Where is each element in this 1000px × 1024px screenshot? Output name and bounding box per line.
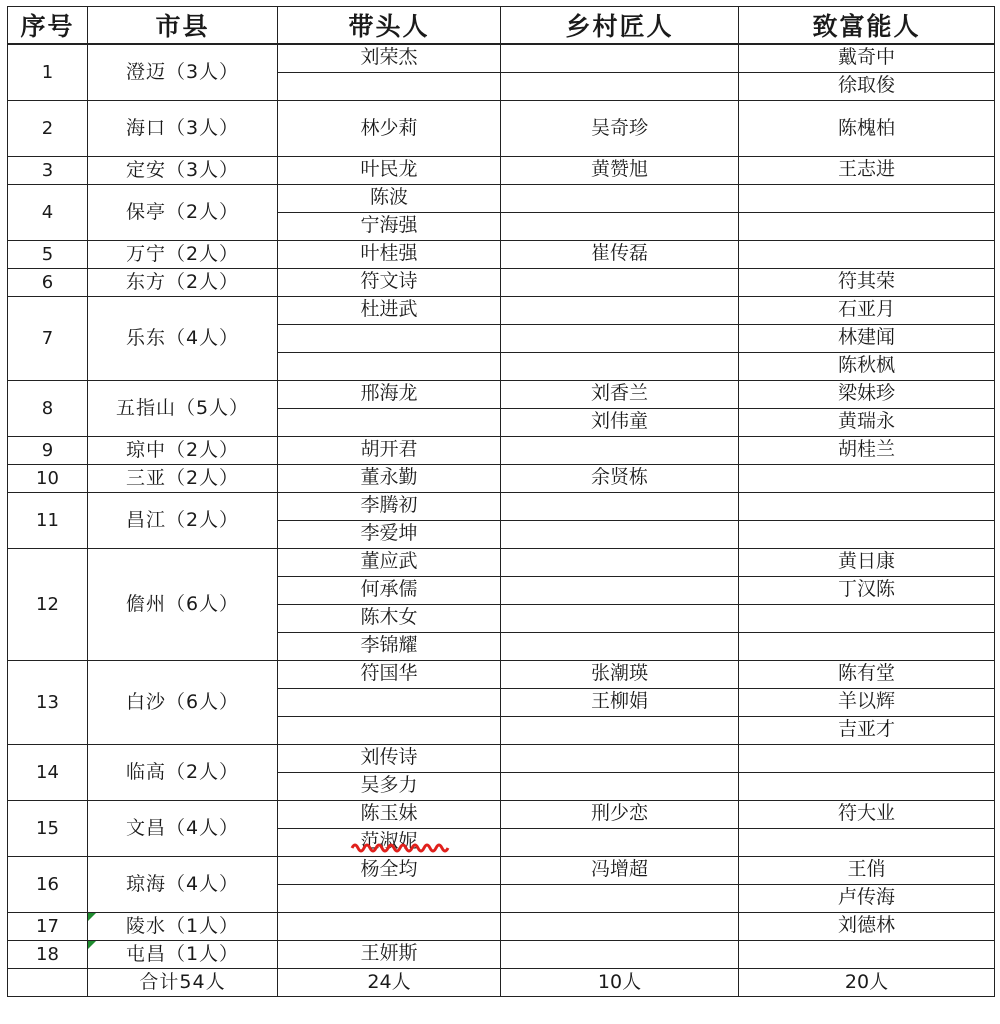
wealth-cell: 符大业	[739, 801, 995, 829]
leader-cell: 李爱坤	[278, 521, 501, 549]
wealth-cell	[739, 941, 995, 969]
table-row	[8, 745, 995, 773]
wealth-cell: 羊以辉	[739, 689, 995, 717]
header-wealth: 致富能人	[739, 7, 995, 45]
craftsman-cell: 刑少恋	[501, 801, 739, 829]
city-cell	[88, 801, 278, 857]
spellcheck-squiggle-icon	[350, 842, 450, 854]
city-label: 乐东（4人）	[125, 327, 240, 349]
leader-cell: 叶民龙	[278, 157, 501, 185]
table-row	[8, 465, 995, 493]
wealth-cell: 黄瑞永	[739, 409, 995, 437]
craftsman-cell: 刘伟童	[501, 409, 739, 437]
seq-cell: 15	[8, 801, 88, 857]
city-cell	[88, 241, 278, 269]
wealth-cell	[739, 185, 995, 213]
seq-cell: 9	[8, 437, 88, 465]
city-label: 三亚（2人）	[125, 467, 240, 489]
city-label: 海口（3人）	[125, 117, 240, 139]
city-cell	[88, 437, 278, 465]
wealth-cell	[739, 465, 995, 493]
city-label: 琼海（4人）	[125, 873, 240, 895]
leader-cell	[278, 913, 501, 941]
wealth-cell: 王俏	[739, 857, 995, 885]
craftsman-cell	[501, 577, 739, 605]
city-cell	[88, 101, 278, 157]
craftsman-cell	[501, 493, 739, 521]
seq-cell: 17	[8, 913, 88, 941]
table-row	[8, 381, 995, 409]
seq-cell: 14	[8, 745, 88, 801]
craftsman-cell	[501, 44, 739, 73]
leader-cell: 胡开君	[278, 437, 501, 465]
wealth-cell: 徐取俊	[739, 73, 995, 101]
city-cell	[88, 549, 278, 661]
wealth-cell: 林建闻	[739, 325, 995, 353]
leader-cell: 杜进武	[278, 297, 501, 325]
craftsman-cell	[501, 437, 739, 465]
city-cell	[88, 941, 278, 969]
table-row	[8, 941, 995, 969]
seq-cell: 12	[8, 549, 88, 661]
table-row	[8, 857, 995, 885]
leader-cell: 何承儒	[278, 577, 501, 605]
seq-cell: 7	[8, 297, 88, 381]
craftsman-cell	[501, 605, 739, 633]
total-seq	[8, 969, 88, 997]
leader-cell	[278, 325, 501, 353]
craftsman-cell	[501, 633, 739, 661]
leader-cell: 叶桂强	[278, 241, 501, 269]
city-cell	[88, 44, 278, 101]
craftsman-cell	[501, 773, 739, 801]
leader-cell: 王妍斯	[278, 941, 501, 969]
wealth-cell: 黄日康	[739, 549, 995, 577]
craftsman-cell	[501, 325, 739, 353]
craftsman-cell	[501, 269, 739, 297]
leader-cell	[278, 829, 501, 857]
header-leader: 带头人	[278, 7, 501, 45]
leader-cell: 刘荣杰	[278, 44, 501, 73]
table-row	[8, 437, 995, 465]
leader-cell: 董应武	[278, 549, 501, 577]
leader-cell: 邢海龙	[278, 381, 501, 409]
header-craftsman: 乡村匠人	[501, 7, 739, 45]
header-row	[8, 7, 995, 45]
city-label: 万宁（2人）	[125, 243, 240, 265]
leader-cell: 陈木女	[278, 605, 501, 633]
craftsman-cell: 余贤栋	[501, 465, 739, 493]
seq-cell: 5	[8, 241, 88, 269]
city-label: 文昌（4人）	[125, 817, 240, 839]
table-row	[8, 297, 995, 325]
wealth-cell	[739, 829, 995, 857]
table-row	[8, 44, 995, 73]
leader-cell: 陈波	[278, 185, 501, 213]
craftsman-cell: 崔传磊	[501, 241, 739, 269]
craftsman-cell: 张潮瑛	[501, 661, 739, 689]
table-row	[8, 913, 995, 941]
city-label: 澄迈（3人）	[125, 61, 240, 83]
city-label: 陵水（1人）	[125, 915, 240, 937]
leader-cell	[278, 717, 501, 745]
city-label: 琼中（2人）	[125, 439, 240, 461]
seq-cell: 8	[8, 381, 88, 437]
wealth-cell: 陈秋枫	[739, 353, 995, 381]
leader-cell	[278, 73, 501, 101]
seq-cell: 1	[8, 44, 88, 101]
wealth-cell: 石亚月	[739, 297, 995, 325]
wealth-cell	[739, 633, 995, 661]
craftsman-cell	[501, 913, 739, 941]
wealth-cell	[739, 213, 995, 241]
total-row	[8, 969, 995, 997]
leader-cell: 符国华	[278, 661, 501, 689]
table-row	[8, 661, 995, 689]
craftsman-cell: 王柳娟	[501, 689, 739, 717]
leader-cell: 刘传诗	[278, 745, 501, 773]
city-cell	[88, 381, 278, 437]
craftsman-cell: 黄赞旭	[501, 157, 739, 185]
city-label: 昌江（2人）	[125, 509, 240, 531]
seq-cell: 10	[8, 465, 88, 493]
wealth-cell: 梁妹珍	[739, 381, 995, 409]
craftsman-cell	[501, 717, 739, 745]
city-cell	[88, 745, 278, 801]
city-label: 儋州（6人）	[125, 593, 240, 615]
craftsman-cell: 吴奇珍	[501, 101, 739, 157]
total-craftsman: 10人	[501, 969, 739, 997]
city-cell	[88, 857, 278, 913]
craftsman-cell	[501, 73, 739, 101]
seq-cell: 18	[8, 941, 88, 969]
header-city: 市县	[88, 7, 278, 45]
city-label: 五指山（5人）	[115, 397, 250, 419]
leader-cell	[278, 409, 501, 437]
spellcheck-underlined-name	[360, 829, 417, 853]
header-seq: 序号	[8, 7, 88, 45]
leader-cell	[278, 885, 501, 913]
wealth-cell: 胡桂兰	[739, 437, 995, 465]
name-list-table	[7, 6, 995, 997]
table-row	[8, 801, 995, 829]
table-row	[8, 241, 995, 269]
city-cell	[88, 297, 278, 381]
city-cell	[88, 185, 278, 241]
table-row	[8, 493, 995, 521]
seq-cell: 2	[8, 101, 88, 157]
craftsman-cell	[501, 297, 739, 325]
seq-cell: 3	[8, 157, 88, 185]
seq-cell: 11	[8, 493, 88, 549]
leader-cell: 吴多力	[278, 773, 501, 801]
leader-cell: 杨全均	[278, 857, 501, 885]
name-text: 范淑妮	[360, 830, 418, 852]
seq-cell: 13	[8, 661, 88, 745]
leader-cell	[278, 353, 501, 381]
table-row	[8, 185, 995, 213]
city-cell	[88, 493, 278, 549]
city-cell	[88, 157, 278, 185]
craftsman-cell	[501, 353, 739, 381]
wealth-cell: 丁汉陈	[739, 577, 995, 605]
wealth-cell	[739, 521, 995, 549]
city-label: 临高（2人）	[125, 761, 240, 783]
wealth-cell: 陈有堂	[739, 661, 995, 689]
wealth-cell: 戴奇中	[739, 44, 995, 73]
craftsman-cell: 冯增超	[501, 857, 739, 885]
leader-cell: 董永勤	[278, 465, 501, 493]
wealth-cell	[739, 605, 995, 633]
city-cell	[88, 465, 278, 493]
wealth-cell: 卢传海	[739, 885, 995, 913]
craftsman-cell	[501, 521, 739, 549]
seq-cell: 6	[8, 269, 88, 297]
table-row	[8, 549, 995, 577]
comment-marker-icon	[88, 941, 96, 949]
craftsman-cell	[501, 745, 739, 773]
wealth-cell	[739, 493, 995, 521]
total-wealth: 20人	[739, 969, 995, 997]
craftsman-cell	[501, 829, 739, 857]
wealth-cell: 吉亚才	[739, 717, 995, 745]
wealth-cell: 符其荣	[739, 269, 995, 297]
craftsman-cell	[501, 885, 739, 913]
seq-cell: 16	[8, 857, 88, 913]
city-label: 东方（2人）	[125, 271, 240, 293]
wealth-cell: 刘德林	[739, 913, 995, 941]
table-row	[8, 157, 995, 185]
total-city: 合计54人	[88, 969, 278, 997]
craftsman-cell	[501, 941, 739, 969]
wealth-cell	[739, 773, 995, 801]
wealth-cell	[739, 241, 995, 269]
city-label: 白沙（6人）	[125, 691, 240, 713]
leader-cell: 符文诗	[278, 269, 501, 297]
leader-cell	[278, 689, 501, 717]
leader-cell: 李锦耀	[278, 633, 501, 661]
leader-cell: 李腾初	[278, 493, 501, 521]
city-label: 屯昌（1人）	[125, 943, 240, 965]
wealth-cell: 陈槐柏	[739, 101, 995, 157]
city-cell	[88, 269, 278, 297]
craftsman-cell	[501, 213, 739, 241]
seq-cell: 4	[8, 185, 88, 241]
city-label: 保亭（2人）	[125, 201, 240, 223]
city-label: 定安（3人）	[125, 159, 240, 181]
leader-cell: 陈玉妹	[278, 801, 501, 829]
table-row	[8, 269, 995, 297]
leader-cell: 宁海强	[278, 213, 501, 241]
table-row	[8, 101, 995, 157]
craftsman-cell: 刘香兰	[501, 381, 739, 409]
wealth-cell: 王志进	[739, 157, 995, 185]
city-cell	[88, 913, 278, 941]
table-body	[8, 44, 995, 969]
total-leader: 24人	[278, 969, 501, 997]
wealth-cell	[739, 745, 995, 773]
city-cell	[88, 661, 278, 745]
craftsman-cell	[501, 549, 739, 577]
craftsman-cell	[501, 185, 739, 213]
leader-cell: 林少莉	[278, 101, 501, 157]
comment-marker-icon	[88, 913, 96, 921]
